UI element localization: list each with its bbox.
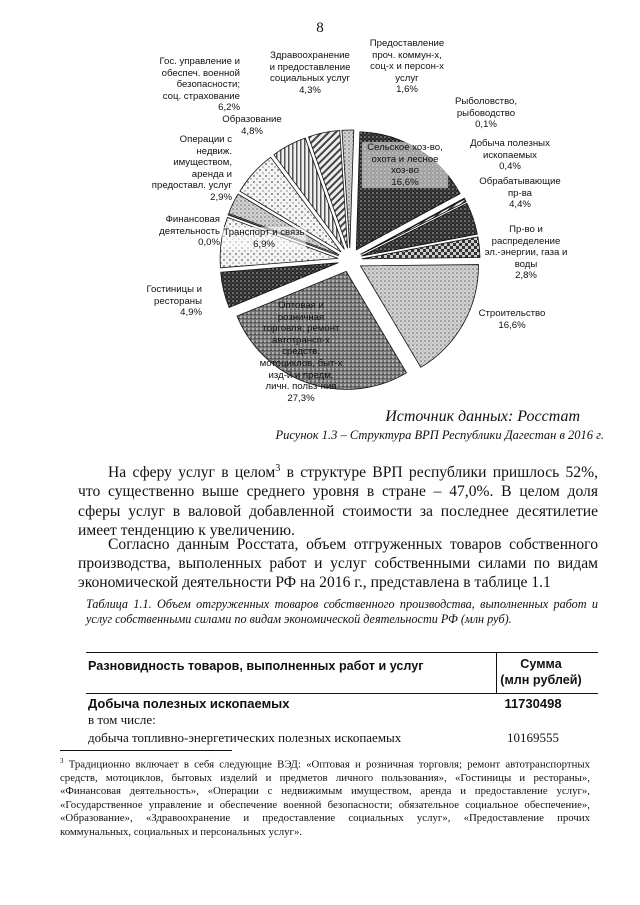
footnote-ref: 3 [275,463,281,474]
footnote-rule [60,750,232,751]
table-row [86,712,598,728]
table-row [86,696,598,712]
paragraph-services [78,459,598,540]
table-header-type: Разновидность товаров, выполненных работ и услуг [88,659,424,673]
label-health: Здравоохранение и предоставление социальных услуг 4,3% [269,50,351,96]
footnote [60,755,590,839]
table-row-label: Добыча полезных ископаемых [88,696,290,711]
table-row-label: в том числе: [88,712,156,727]
label-fishing: Рыболовство, рыбоводство 0,1% [454,96,518,131]
label-construction: Строительство 16,6% [478,308,546,331]
paragraph-services-part2: в структуре ВРП республики пришлось 52%, что существенно выше среднего уровня в стране – 47,0%. В целом доля сферы услуг в валовой добавленной стоимости за последнее десятилетие имеет тенденцию к увеличению. [78,464,598,539]
figure-caption: Рисунок 1.3 – Структура ВРП Республики Дагестан в 2016 г. [275,428,604,442]
table-header [86,652,598,694]
label-mining: Добыча полезных ископаемых 0,4% [470,138,550,173]
label-agriculture: Сельское хоз-во, охота и лесное хоз-во 16,6% [362,142,448,188]
footnote-text: Традиционно включает в себя следующие ВЭД: «Оптовая и розничная торговля; ремонт автотранспортных средств, мотоциклов, бытовых изделий и предметов личного пользования», «Гостиницы и рестораны», «Финансовая деятельность», «Операции с недвижимым имуществом, аренда и предоставление услуг», «Государственное управление и обеспечение военной безопасности; обязательное социальное обеспечение», «Образование», «Здравоохранение и предоставление социальных услуг», «Предоставление прочих коммунальных, социальных и персональных услуг». [60,758,590,838]
label-manufacturing: Обрабатывающие пр-ва 4,4% [479,176,561,211]
volume-table [86,652,598,746]
label-other-services: Предоставление проч. коммун-х, соц-х и персон-х услуг 1,6% [369,38,445,96]
label-energy: Пр-во и распределение эл.-энергии, газа и воды 2,8% [484,224,568,282]
label-finance: Финансовая деятельность 0,0% [159,214,220,249]
table-row-value: 11730498 [504,696,562,711]
label-gov: Гос. управление и обеспеч. военной безопасности; соц. страхование 6,2% [159,56,240,114]
source-line: Источник данных: Росстат [385,408,580,425]
footnote-mark: 3 [60,757,64,765]
paragraph-rosstat [78,535,598,593]
table-header-sum: Сумма (млн рублей) [500,657,582,687]
table-row-value: 10169555 [507,730,559,745]
label-trade: Оптовая и розничная торговля; ремонт автотрансп-х средств, мотоциклов, быт-х изд-й и предм. личн. польз-ния 27,3% [259,300,343,404]
label-hotels: Гостиницы и рестораны 4,9% [146,284,202,319]
table-row-label: добыча топливно-энергетических полезных ископаемых [88,730,402,745]
page-number: 8 [316,20,324,36]
label-education: Образование 4,8% [222,114,282,137]
table-caption: Таблица 1.1. Объем отгруженных товаров собственного производства, выполненных работ и услуг собственными силами по видам экономической деятельности РФ (млн руб). [86,597,598,626]
label-real-estate: Операции с недвиж. имуществом, аренда и предоставл. услуг 2,9% [151,134,232,203]
table-row [86,730,598,746]
label-transport: Транспорт и связь 6,9% [223,227,305,250]
paragraph-services-part1: На сферу услуг в целом [108,464,276,482]
paragraph-rosstat-text: Согласно данным Росстата, объем отгруженных товаров собственного производства, выполенных работ и услуг собственными силами по видам экономической деятельности РФ на 2016 г., представлена в таблице 1.1 [78,536,598,592]
